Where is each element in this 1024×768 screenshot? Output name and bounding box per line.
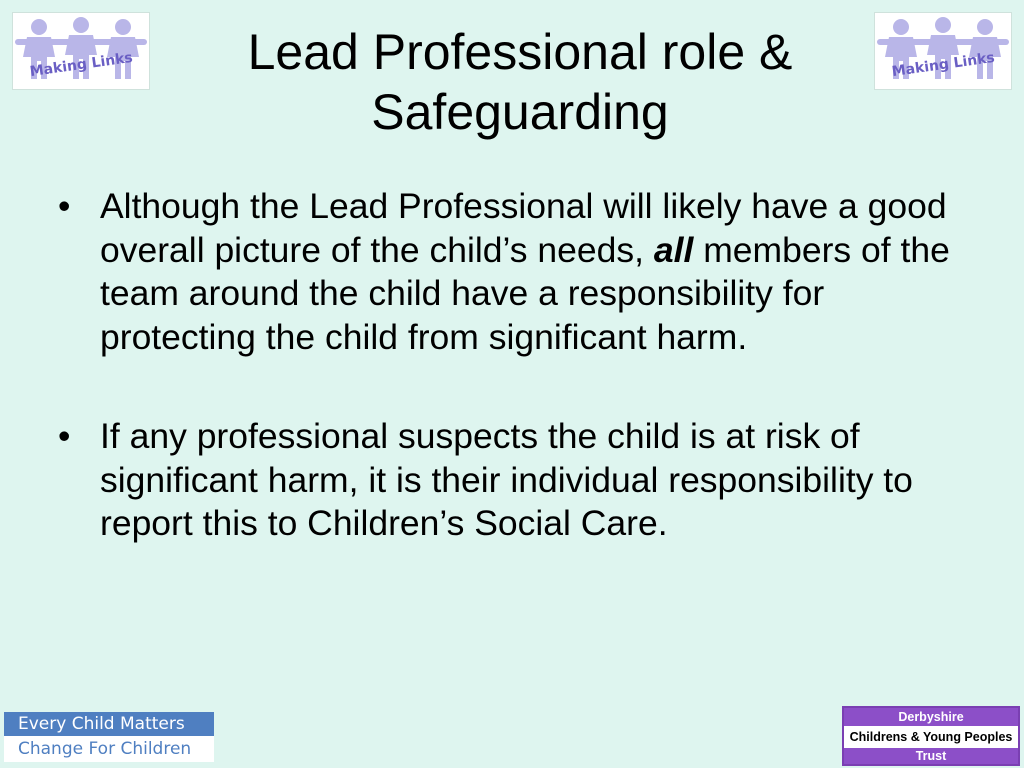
bullet-text-before: If any professional suspects the child is at risk of significant harm, it is their individual responsibility to report this to Children’s Social Care. (100, 416, 913, 543)
trust-line3: Trust (844, 748, 1018, 764)
every-child-matters-logo (4, 712, 214, 762)
derbyshire-trust-logo (842, 706, 1020, 766)
bullet-item (58, 415, 978, 546)
bullet-text-emphasis: all (653, 229, 694, 270)
ecm-line1: Every Child Matters (4, 712, 214, 736)
making-links-text: Making Links (890, 49, 996, 81)
bullet-dot: • (58, 416, 71, 456)
trust-line1: Derbyshire (844, 708, 1018, 726)
ecm-line2: Change For Children (4, 736, 214, 762)
slide-title: Lead Professional role & Safeguarding (247, 24, 793, 140)
making-links-logo-left (12, 12, 150, 90)
bullet-dot: • (58, 186, 71, 226)
making-links-figures-icon (875, 13, 1011, 89)
making-links-logo-right (874, 12, 1012, 90)
making-links-figures-icon (13, 13, 149, 89)
bullet-text-before: Although the Lead Professional will likely have a good overall picture of the child’s needs, (100, 186, 947, 270)
bullet-text-after: members of the team around the child have a responsibility for protecting the child from significant harm. (100, 229, 950, 357)
trust-line2: Childrens & Young Peoples (844, 726, 1018, 748)
bullet-list (58, 185, 978, 546)
making-links-text: Making Links (28, 49, 134, 81)
bullet-item (58, 185, 978, 359)
